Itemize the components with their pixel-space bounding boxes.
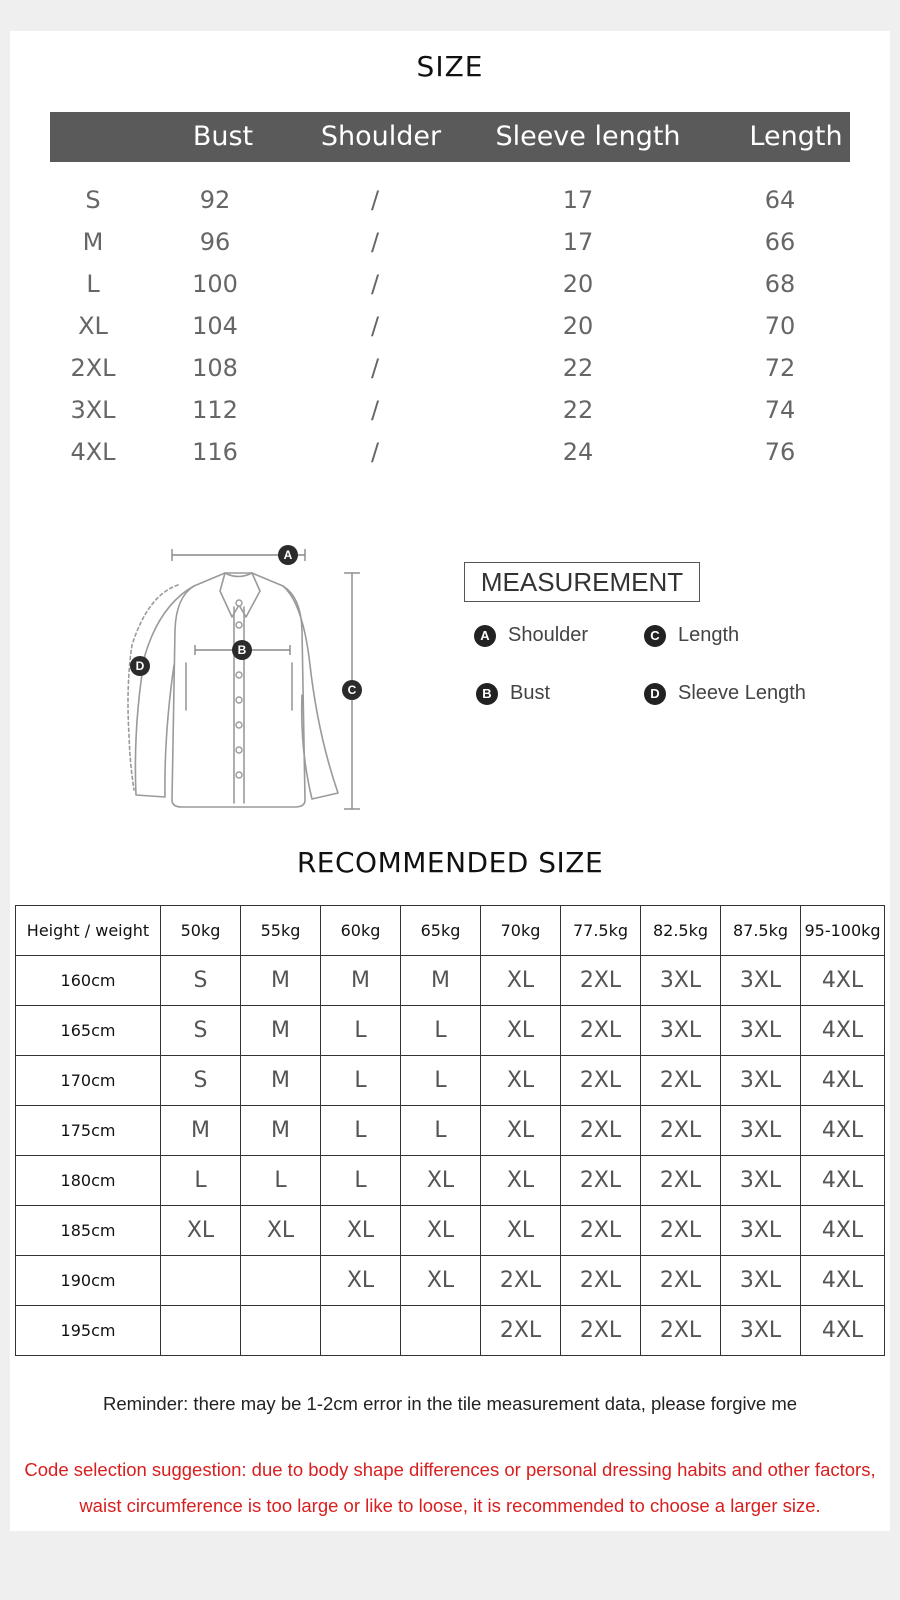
size-cell: 4XL (801, 1256, 885, 1306)
size-cell: L (321, 1156, 401, 1206)
size-cell: 3XL (721, 1256, 801, 1306)
size-cell: L (321, 1056, 401, 1106)
size-cell: 2XL (561, 1256, 641, 1306)
size-cell-length: 64 (764, 186, 796, 214)
size-title: SIZE (416, 50, 484, 83)
size-cell-bust: 92 (199, 186, 231, 214)
size-cell: 3XL (721, 1056, 801, 1106)
size-cell: 4XL (801, 1156, 885, 1206)
size-cell: 2XL (481, 1256, 561, 1306)
size-cell-size: L (86, 270, 100, 298)
weight-header: 87.5kg (721, 906, 801, 956)
size-cell: 4XL (801, 1056, 885, 1106)
height-cell: 175cm (16, 1106, 161, 1156)
size-cell: XL (321, 1206, 401, 1256)
size-cell (401, 1306, 481, 1356)
size-cell: L (321, 1006, 401, 1056)
weight-header: 50kg (161, 906, 241, 956)
size-cell-bust: 100 (192, 270, 238, 298)
size-cell: 3XL (721, 1206, 801, 1256)
size-suggestion-note: Code selection suggestion: due to body shape differences or personal dressing habits and other factors, waist circumference is too large or like to loose, it is recommended to choose a larger size. (24, 1459, 876, 1516)
size-row (0, 347, 900, 389)
size-cell: 2XL (561, 1006, 641, 1056)
size-cell: 4XL (801, 1106, 885, 1156)
size-row (0, 179, 900, 221)
size-cell-sleeve-length: 20 (562, 270, 594, 298)
size-cell: M (241, 1006, 321, 1056)
size-cell: M (241, 1106, 321, 1156)
legend-marker-b: B (476, 683, 498, 705)
height-cell: 170cm (16, 1056, 161, 1106)
header-sleeve-length: Sleeve length (495, 121, 681, 152)
recommended-size-table (15, 905, 885, 1356)
weight-header: 77.5kg (561, 906, 641, 956)
size-cell: 2XL (561, 956, 641, 1006)
weight-header: 82.5kg (641, 906, 721, 956)
size-cell: 2XL (641, 1156, 721, 1206)
size-cell: 2XL (561, 1156, 641, 1206)
size-cell-size: S (85, 186, 101, 214)
recommended-row (16, 1056, 885, 1106)
recommended-size-title: RECOMMENDED SIZE (296, 846, 604, 879)
size-cell-sleeve-length: 20 (562, 312, 594, 340)
size-cell (161, 1256, 241, 1306)
weight-header: 65kg (401, 906, 481, 956)
size-cell: M (401, 956, 481, 1006)
legend-shoulder (474, 624, 588, 647)
recommended-row (16, 956, 885, 1006)
size-cell: XL (481, 1056, 561, 1106)
header-bust: Bust (192, 121, 254, 152)
size-cell: 2XL (561, 1056, 641, 1106)
reminder-note: Reminder: there may be 1-2cm error in the tile measurement data, please forgive me (102, 1393, 798, 1414)
size-cell: XL (481, 956, 561, 1006)
size-cell: XL (401, 1256, 481, 1306)
size-cell: M (241, 956, 321, 1006)
size-cell: 3XL (641, 1006, 721, 1056)
legend-label-shoulder: Shoulder (508, 624, 589, 646)
diagram-marker-c-label: C (347, 683, 357, 697)
size-cell-shoulder: / (370, 312, 380, 340)
legend-marker-d: D (644, 683, 666, 705)
size-cell: S (161, 1056, 241, 1106)
legend-label-sleeve-length: Sleeve Length (678, 682, 806, 704)
header-shoulder: Shoulder (320, 121, 442, 152)
size-cell: L (241, 1156, 321, 1206)
size-cell-length: 70 (764, 312, 796, 340)
weight-header: 55kg (241, 906, 321, 956)
size-cell: 4XL (801, 1206, 885, 1256)
size-cell: XL (481, 1156, 561, 1206)
size-cell: M (161, 1106, 241, 1156)
size-cell: XL (481, 1206, 561, 1256)
size-cell-length: 76 (764, 438, 796, 466)
size-cell: 3XL (721, 1106, 801, 1156)
size-cell-size: XL (78, 312, 108, 340)
diagram-marker-d-label: D (135, 659, 145, 673)
size-cell-length: 68 (764, 270, 796, 298)
size-cell-size: 4XL (70, 438, 116, 466)
size-cell: XL (481, 1006, 561, 1056)
diagram-marker-a-label: A (283, 548, 293, 562)
legend-marker-a: A (474, 625, 496, 647)
size-row (0, 263, 900, 305)
size-cell-length: 66 (764, 228, 796, 256)
legend-label-length: Length (678, 624, 740, 646)
size-cell-sleeve-length: 22 (562, 396, 594, 424)
size-cell: L (401, 1056, 481, 1106)
size-cell: 4XL (801, 1306, 885, 1356)
size-cell-length: 74 (764, 396, 796, 424)
size-cell-size: M (82, 228, 104, 256)
size-cell: 2XL (641, 1206, 721, 1256)
size-cell: M (321, 956, 401, 1006)
size-cell: XL (401, 1156, 481, 1206)
size-cell: 2XL (641, 1056, 721, 1106)
size-cell: 2XL (641, 1306, 721, 1356)
size-cell: 2XL (561, 1206, 641, 1256)
size-cell-sleeve-length: 22 (562, 354, 594, 382)
recommended-row (16, 1106, 885, 1156)
recommended-row (16, 1156, 885, 1206)
size-cell: S (161, 1006, 241, 1056)
size-cell: XL (401, 1206, 481, 1256)
size-cell-size: 3XL (70, 396, 116, 424)
height-cell: 190cm (16, 1256, 161, 1306)
size-cell: 3XL (721, 956, 801, 1006)
size-cell-sleeve-length: 17 (562, 186, 594, 214)
size-cell (161, 1306, 241, 1356)
size-cell: 2XL (641, 1256, 721, 1306)
legend-length (644, 624, 739, 647)
size-cell (321, 1306, 401, 1356)
size-cell: 4XL (801, 1006, 885, 1056)
shirt-diagram (120, 545, 380, 815)
size-cell-shoulder: / (370, 270, 380, 298)
size-cell-bust: 108 (192, 354, 238, 382)
size-row (0, 389, 900, 431)
size-cell: L (161, 1156, 241, 1206)
size-cell: 2XL (561, 1106, 641, 1156)
recommended-header-row (16, 906, 885, 956)
size-cell: 3XL (721, 1156, 801, 1206)
size-cell: S (161, 956, 241, 1006)
height-cell: 160cm (16, 956, 161, 1006)
height-cell: 180cm (16, 1156, 161, 1206)
height-cell: 195cm (16, 1306, 161, 1356)
size-cell: 2XL (481, 1306, 561, 1356)
size-cell-sleeve-length: 24 (562, 438, 594, 466)
corner-label: Height / weight (16, 906, 161, 956)
size-table-header (50, 112, 850, 162)
size-cell-shoulder: / (370, 396, 380, 424)
recommended-row (16, 1006, 885, 1056)
weight-header: 95-100kg (801, 906, 885, 956)
size-cell: XL (161, 1206, 241, 1256)
size-cell-bust: 96 (199, 228, 231, 256)
size-cell: L (321, 1106, 401, 1156)
measurement-title: MEASUREMENT (464, 562, 700, 602)
size-cell-sleeve-length: 17 (562, 228, 594, 256)
size-cell-bust: 116 (192, 438, 238, 466)
weight-header: 60kg (321, 906, 401, 956)
recommended-row (16, 1206, 885, 1256)
size-cell-shoulder: / (370, 186, 380, 214)
size-cell: 2XL (641, 1106, 721, 1156)
height-cell: 185cm (16, 1206, 161, 1256)
legend-marker-c: C (644, 625, 666, 647)
size-cell-shoulder: / (370, 228, 380, 256)
size-row (0, 305, 900, 347)
legend-sleeve-length (644, 682, 806, 705)
size-cell: 3XL (721, 1306, 801, 1356)
recommended-row (16, 1256, 885, 1306)
size-cell-bust: 104 (192, 312, 238, 340)
height-cell: 165cm (16, 1006, 161, 1056)
size-cell: 3XL (721, 1006, 801, 1056)
size-cell: XL (241, 1206, 321, 1256)
recommended-row (16, 1306, 885, 1356)
size-cell (241, 1306, 321, 1356)
size-cell-shoulder: / (370, 354, 380, 382)
size-row (0, 431, 900, 473)
weight-header: 70kg (481, 906, 561, 956)
size-cell: L (401, 1006, 481, 1056)
size-cell: 4XL (801, 956, 885, 1006)
size-cell: XL (321, 1256, 401, 1306)
size-cell-bust: 112 (192, 396, 238, 424)
header-length: Length (749, 121, 843, 152)
diagram-marker-b-label: B (237, 643, 247, 657)
legend-bust (476, 682, 550, 705)
size-cell-shoulder: / (370, 438, 380, 466)
size-cell-size: 2XL (70, 354, 116, 382)
size-cell: XL (481, 1106, 561, 1156)
size-cell-length: 72 (764, 354, 796, 382)
size-cell: L (401, 1106, 481, 1156)
size-cell: 3XL (641, 956, 721, 1006)
size-cell: 2XL (561, 1306, 641, 1356)
size-cell (241, 1256, 321, 1306)
legend-label-bust: Bust (510, 682, 551, 704)
size-row (0, 221, 900, 263)
size-cell: M (241, 1056, 321, 1106)
